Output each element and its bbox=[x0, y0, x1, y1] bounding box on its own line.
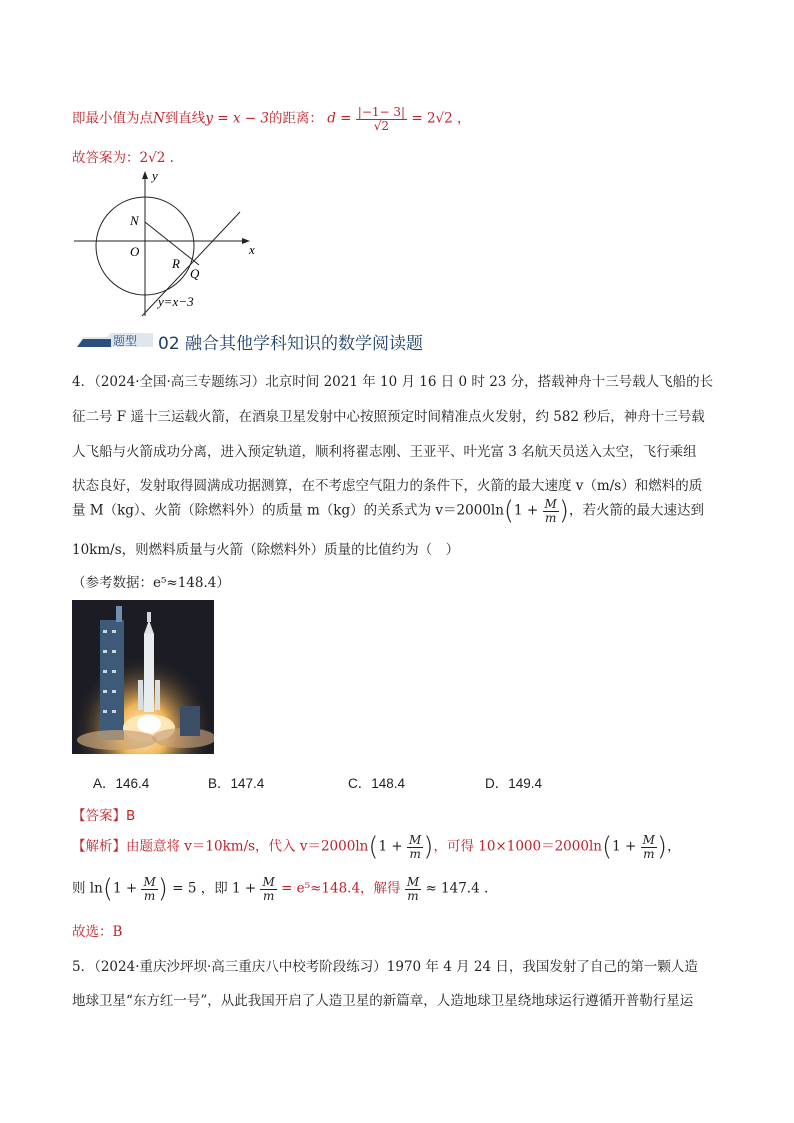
text: = 5 ，即 1 + bbox=[172, 880, 257, 897]
text: 1 + bbox=[612, 838, 637, 855]
text: 由题意将 v＝10km/s，代入 v＝2000ln bbox=[126, 838, 369, 855]
answer-value: B bbox=[126, 808, 136, 824]
label-q: Q bbox=[190, 266, 200, 281]
denominator: m bbox=[545, 510, 557, 525]
numerator: M bbox=[409, 832, 422, 847]
q4-line4: 状态良好，发射取得圆满成功据测算，在不考虑空气阻力的条件下，火箭的最大速度 v（m/s）和燃料的质 bbox=[72, 478, 703, 494]
option-b[interactable]: B．147.4 bbox=[208, 776, 265, 791]
denominator: m bbox=[409, 846, 421, 861]
analysis-line1 bbox=[72, 832, 681, 862]
text: 即最小值为点 bbox=[72, 110, 153, 127]
text: 1 + bbox=[378, 838, 403, 855]
mass-ratio-fraction bbox=[407, 834, 423, 860]
section-tag-text: 题型 bbox=[113, 334, 138, 347]
mass-ratio-fraction bbox=[141, 876, 157, 902]
answer-line: 故答案为：2√2 . bbox=[72, 150, 174, 166]
paren-close: ) bbox=[157, 874, 168, 904]
q4-line6: 10km/s，则燃料质量与火箭（除燃料外）质量的比值约为（ ） bbox=[72, 542, 460, 558]
text: 量 M（kg）、火箭（除燃料外）的质量 m（kg）的关系式为 v＝2000ln bbox=[72, 502, 504, 519]
label-x: x bbox=[249, 242, 255, 257]
text: ≈ 147.4 . bbox=[425, 880, 489, 897]
text: 则 ln bbox=[72, 880, 103, 897]
analysis-label: 【解析】 bbox=[72, 838, 126, 855]
mass-ratio-fraction bbox=[641, 834, 657, 860]
q4-reference: （参考数据：e⁵≈148.4） bbox=[72, 575, 230, 591]
numerator: M bbox=[406, 874, 420, 889]
option-d[interactable]: D．149.4 bbox=[485, 776, 543, 791]
option-a[interactable]: A．146.4 bbox=[93, 776, 150, 791]
choose-line: 故选：B bbox=[72, 924, 123, 940]
denominator: √2 bbox=[373, 118, 390, 133]
denominator: m bbox=[262, 888, 275, 903]
label-n: N bbox=[130, 213, 139, 228]
option-c[interactable]: C．148.4 bbox=[348, 776, 406, 791]
result: = 2√2 ， bbox=[411, 110, 471, 127]
text: = e⁵≈148.4，解得 bbox=[281, 880, 401, 897]
distance-fraction bbox=[356, 106, 407, 132]
analysis-line2 bbox=[72, 874, 488, 904]
mass-ratio-fraction bbox=[405, 876, 421, 902]
label-y: y bbox=[152, 168, 158, 183]
denominator: m bbox=[407, 888, 419, 903]
paren-open: ( bbox=[368, 832, 379, 862]
line-equation: y = x − 3 bbox=[205, 110, 269, 127]
paren-open: ( bbox=[102, 874, 113, 904]
denominator: m bbox=[143, 888, 156, 903]
text: ，可得 10×1000＝2000ln bbox=[433, 838, 602, 855]
q4-line2: 征二号 F 遥十三运载火箭，在酒泉卫星发射中心按照预定时间精准点火发射，约 582 秒后，神舟十三号载 bbox=[72, 409, 705, 425]
section-tag-badge bbox=[77, 333, 153, 347]
answer-label: 【答案】 bbox=[72, 808, 126, 824]
mass-ratio-fraction bbox=[260, 876, 276, 902]
mass-ratio-fraction bbox=[543, 498, 559, 524]
answer-block bbox=[72, 804, 135, 824]
text: 1 + bbox=[514, 502, 539, 519]
numerator: M bbox=[544, 496, 557, 511]
q4-line3: 人飞船与火箭成功分离，进入预定轨道，顺利将翟志刚、王亚平、叶光富 3 名航天员送入太空，飞行乘组 bbox=[72, 444, 697, 460]
text: ，若火箭的最大速达到 bbox=[569, 502, 704, 519]
paren-close: ) bbox=[656, 832, 668, 862]
q5-line2: 地球卫星“东方红一号”，从此我国开启了人造卫星的新篇章，人造地球卫星绕地球运行遵循开普勒行星运 bbox=[72, 993, 694, 1009]
point-n: N bbox=[153, 110, 165, 127]
numerator: M bbox=[262, 874, 275, 889]
text: 到直线 bbox=[164, 110, 206, 127]
label-r: R bbox=[172, 256, 180, 271]
paren-open: ( bbox=[601, 832, 613, 862]
text: 1 + bbox=[112, 880, 138, 897]
geometry-figure bbox=[68, 166, 268, 318]
rocket-launch-photo bbox=[72, 600, 214, 754]
min-value-line bbox=[72, 106, 471, 132]
text: 的距离： bbox=[268, 110, 323, 127]
distance-symbol: d = bbox=[327, 110, 352, 127]
numerator: |−1− 3| bbox=[357, 105, 406, 119]
numerator: M bbox=[143, 874, 156, 889]
text: ， bbox=[667, 838, 681, 855]
paren-open: ( bbox=[503, 496, 515, 526]
denominator: m bbox=[643, 846, 655, 861]
section-title: 02 融合其他学科知识的数学阅读题 bbox=[158, 334, 424, 354]
paren-close: ) bbox=[423, 832, 434, 862]
label-line: y=x−3 bbox=[158, 294, 194, 309]
numerator: M bbox=[642, 832, 655, 847]
q5-line1: 5．（2024·重庆沙坪坝·高三重庆八中校考阶段练习）1970 年 4 月 24 日，我国发射了自己的第一颗人造 bbox=[72, 959, 698, 975]
q4-line1: 4．（2024·全国·高三专题练习）北京时间 2021 年 10 月 16 日 0 时 23 分，搭载神舟十三号载人飞船的长 bbox=[72, 374, 714, 390]
paren-close: ) bbox=[558, 496, 569, 526]
label-o: O bbox=[130, 244, 140, 259]
q4-line5 bbox=[72, 496, 704, 526]
